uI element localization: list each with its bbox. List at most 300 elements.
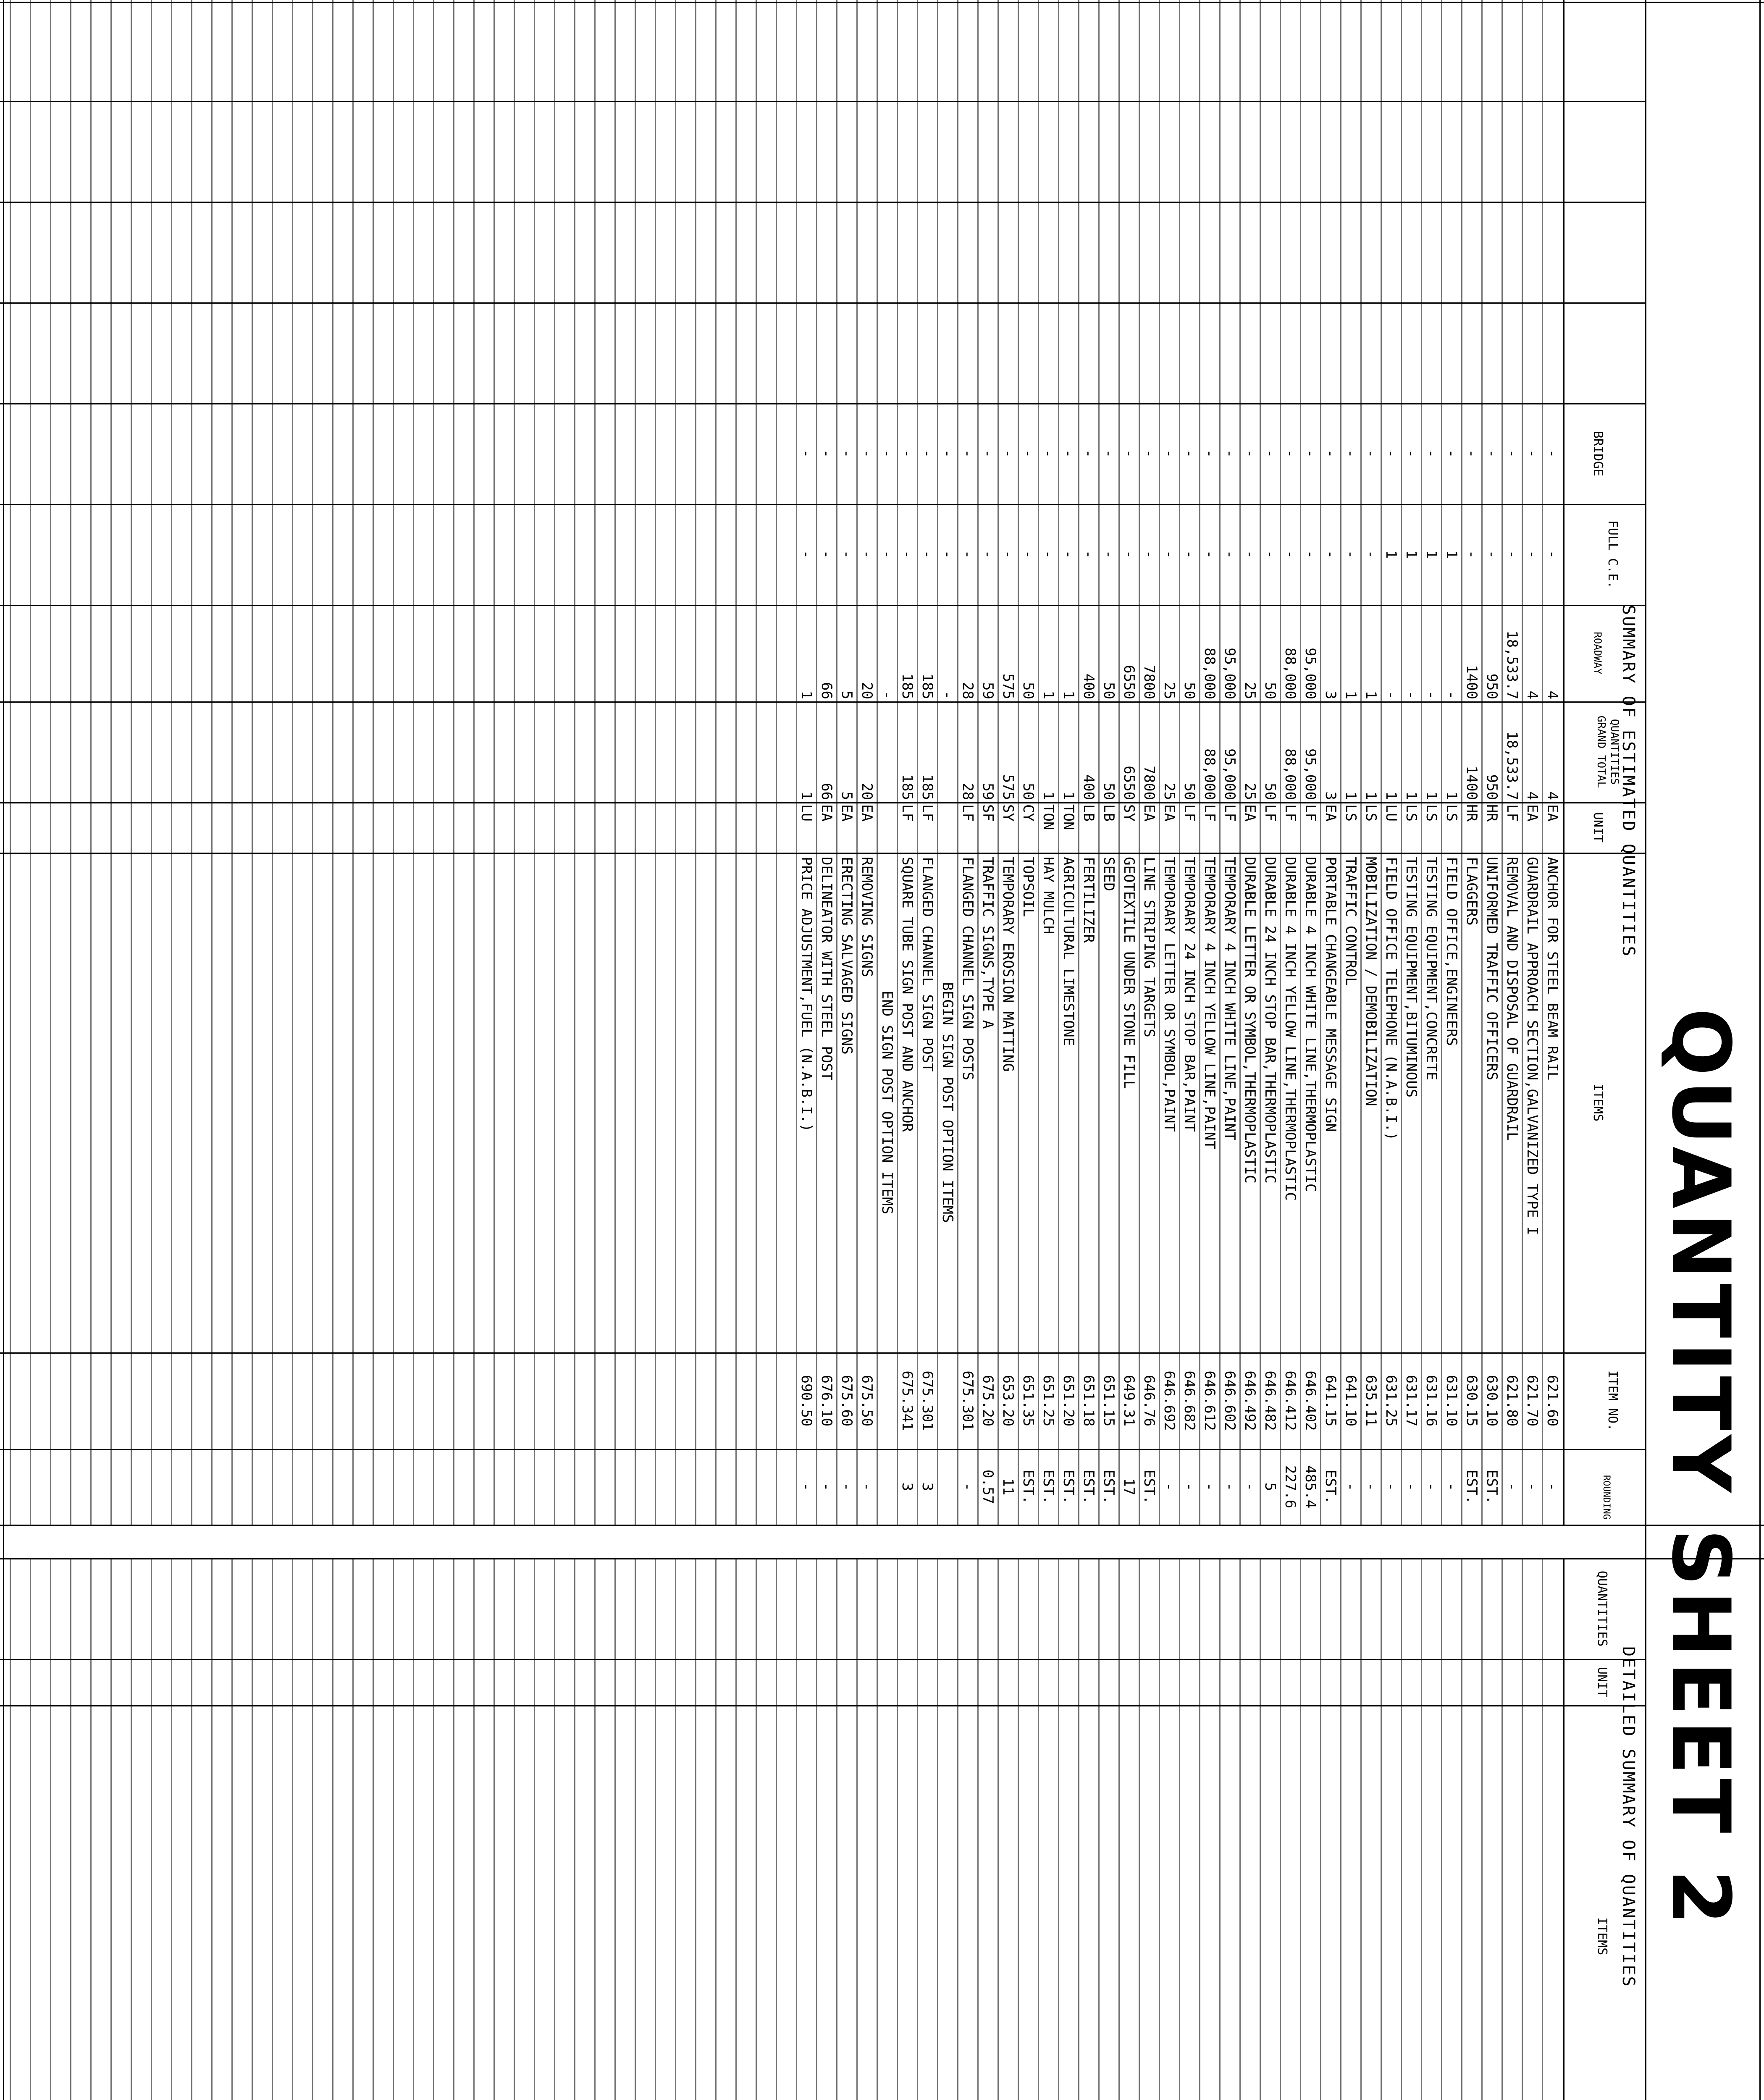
summary-cell-unit: LU	[1383, 804, 1399, 822]
summary-cell-unit: EA	[1242, 804, 1258, 822]
summary-cell-grand-total: 6550	[1121, 766, 1137, 800]
grid-line	[998, 1558, 999, 2100]
grid-line	[897, 1558, 898, 2100]
summary-cell-item-no: 621.60	[1544, 1375, 1561, 1427]
summary-cell-grand-total: 25	[1242, 783, 1258, 800]
summary-cell-full-ce: -	[1080, 550, 1097, 559]
grid-line	[312, 1558, 313, 2100]
summary-cell-roadway: -	[939, 690, 956, 699]
grid-line	[937, 1558, 938, 2100]
grid-line	[10, 1558, 11, 2100]
summary-cell-roadway: 25	[1161, 682, 1178, 699]
grid-line	[614, 0, 616, 1525]
summary-cell-item: GUARDRAIL APPROACH SECTION,GALVANIZED TYPE I	[1524, 857, 1541, 1235]
grid-line	[1360, 0, 1362, 1525]
grid-line	[856, 1558, 858, 2100]
summary-cell-item: TEMPORARY EROSION MATTING	[1000, 857, 1016, 1072]
summary-cell-item: DELINEATOR WITH STEEL POST	[818, 857, 835, 1081]
summary-cell-rounding: 11	[1000, 1478, 1016, 1496]
summary-cell-rounding: -	[1181, 1482, 1198, 1491]
summary-cell-roadway: 575	[1000, 673, 1016, 699]
summary-cell-bridge: -	[959, 449, 976, 458]
grid-line	[1645, 0, 1646, 2100]
summary-cell-roadway: 95,000	[1221, 648, 1238, 699]
grid-line	[1159, 1558, 1160, 2100]
grid-line	[1759, 0, 1761, 2100]
summary-cell-item-no: 631.25	[1383, 1375, 1399, 1427]
grid-line	[0, 403, 1646, 404]
summary-cell-bridge: -	[1342, 449, 1359, 458]
grid-line	[534, 1558, 535, 2100]
summary-cell-unit: LF	[899, 804, 916, 822]
summary-cell-rounding: 17	[1121, 1478, 1137, 1496]
grid-line	[1098, 0, 1100, 1525]
summary-cell-item: TEMPORARY 4 INCH WHITE LINE,PAINT	[1221, 857, 1238, 1141]
grid-line	[191, 0, 192, 1525]
grid-line	[655, 0, 656, 1525]
grid-line	[877, 1558, 878, 2100]
summary-cell-grand-total: 66	[818, 783, 835, 800]
summary-cell-rounding: -	[1504, 1482, 1520, 1491]
summary-cell-full-ce: 1	[1423, 550, 1440, 559]
summary-cell-roadway: 88,000	[1201, 648, 1218, 699]
grid-line	[312, 0, 313, 1525]
summary-cell-item-no: 651.15	[1100, 1375, 1117, 1427]
grid-line	[1542, 0, 1543, 1525]
summary-cell-grand-total: 1	[1362, 791, 1379, 800]
summary-cell-rounding: -	[1524, 1482, 1541, 1491]
grid-line	[594, 1558, 596, 2100]
summary-cell-unit: LF	[959, 804, 976, 822]
summary-cell-roadway: -	[1383, 690, 1399, 699]
summary-cell-unit: LF	[1262, 804, 1278, 822]
summary-cell-bridge: -	[1141, 449, 1158, 458]
summary-cell-roadway: 18,533.7	[1504, 630, 1520, 699]
grid-line	[373, 1558, 374, 2100]
summary-cell-full-ce: -	[1342, 550, 1359, 559]
summary-cell-full-ce: -	[919, 550, 936, 559]
grid-line	[1118, 1558, 1120, 2100]
summary-cell-full-ce: -	[959, 550, 976, 559]
header-full-ce: FULL C.E.	[1605, 520, 1620, 589]
summary-cell-bridge: -	[1544, 449, 1561, 458]
summary-cell-item: DURABLE 4 INCH WHITE LINE,THERMOPLASTIC	[1302, 857, 1319, 1192]
summary-cell-item: TOPSOIL	[1020, 857, 1037, 917]
grid-line	[90, 1558, 92, 2100]
grid-line	[0, 1705, 1646, 1706]
grid-line	[1441, 0, 1442, 1525]
summary-cell-unit: SF	[979, 804, 996, 822]
summary-cell-full-ce: -	[1544, 550, 1561, 559]
summary-cell-grand-total: 50	[1262, 783, 1278, 800]
detail1-header-unit: UNIT	[1595, 1667, 1609, 1698]
summary-cell-rounding: EST.	[1040, 1470, 1057, 1504]
grid-line	[352, 1558, 354, 2100]
summary-cell-bridge: -	[1302, 449, 1319, 458]
summary-cell-roadway: 5	[838, 690, 855, 699]
summary-cell-unit: LS	[1423, 804, 1440, 822]
summary-cell-grand-total: 400	[1080, 774, 1097, 800]
summary-cell-bridge: -	[919, 449, 936, 458]
grid-line	[1018, 1558, 1019, 2100]
summary-cell-roadway: 1	[1342, 690, 1359, 699]
summary-cell-item: SQUARE TUBE SIGN POST AND ANCHOR	[899, 857, 916, 1132]
grid-line	[1219, 1558, 1221, 2100]
header-rounding: ROUNDING	[1601, 1475, 1612, 1520]
summary-cell-rounding: 5	[1262, 1482, 1278, 1491]
grid-line	[796, 1558, 797, 2100]
grid-line	[917, 1558, 918, 2100]
grid-line	[977, 1558, 979, 2100]
grid-line	[1300, 0, 1301, 1525]
summary-cell-bridge: -	[1524, 449, 1541, 458]
summary-cell-roadway: 3	[1322, 690, 1339, 699]
grid-line	[1199, 0, 1200, 1525]
summary-cell-bridge: -	[1201, 449, 1218, 458]
summary-cell-rounding: -	[838, 1482, 855, 1491]
grid-line	[131, 0, 132, 1525]
grid-line	[473, 1558, 475, 2100]
grid-line	[1522, 1558, 1523, 2100]
summary-cell-roadway: 185	[899, 673, 916, 699]
grid-line	[1542, 1558, 1543, 2100]
summary-cell-item-no: 641.10	[1342, 1375, 1359, 1427]
summary-cell-rounding: -	[818, 1482, 835, 1491]
summary-cell-grand-total: 20	[858, 783, 875, 800]
summary-cell-grand-total: 4	[1544, 791, 1561, 800]
summary-cell-full-ce: -	[1242, 550, 1258, 559]
summary-cell-full-ce: -	[1221, 550, 1238, 559]
summary-cell-item-no: 646.492	[1242, 1370, 1258, 1431]
grid-line	[957, 0, 958, 1525]
summary-cell-item-no: 676.10	[818, 1375, 835, 1427]
grid-line	[1018, 0, 1019, 1525]
summary-cell-item: PORTABLE CHANGEABLE MESSAGE SIGN	[1322, 857, 1339, 1132]
summary-cell-grand-total: 50	[1100, 783, 1117, 800]
grid-line	[1421, 0, 1422, 1525]
grid-line	[1078, 1558, 1079, 2100]
summary-cell-item-no: 651.25	[1040, 1375, 1057, 1427]
grid-line	[1502, 0, 1503, 1525]
grid-line	[292, 0, 293, 1525]
header-unit: UNIT	[1591, 812, 1605, 843]
summary-cell-item: FERTILIZER	[1080, 857, 1097, 943]
summary-cell-item: FIELD OFFICE,ENGINEERS	[1443, 857, 1460, 1046]
summary-cell-bridge: -	[1443, 449, 1460, 458]
summary-cell-roadway: 50	[1020, 682, 1037, 699]
summary-cell-bridge: -	[1000, 449, 1016, 458]
summary-cell-grand-total: 5	[838, 791, 855, 800]
grid-line	[1139, 0, 1140, 1525]
grid-line	[1300, 1558, 1301, 2100]
grid-line	[1280, 0, 1281, 1525]
grid-line	[695, 1558, 696, 2100]
summary-table-title: SUMMARY OF ESTIMATED QUANTITIES	[1619, 605, 1638, 958]
grid-line	[715, 1558, 717, 2100]
grid-line	[231, 0, 233, 1525]
grid-line	[494, 1558, 495, 2100]
grid-line	[292, 1558, 293, 2100]
grid-line	[836, 0, 837, 1525]
grid-line	[0, 1558, 1764, 1559]
grid-line	[0, 2, 1764, 3]
summary-cell-full-ce: -	[1201, 550, 1218, 559]
summary-cell-rounding: EST.	[1463, 1470, 1480, 1504]
grid-line	[514, 1558, 515, 2100]
header-grand-total: QUANTITIES GRAND TOTAL	[1595, 715, 1621, 788]
summary-cell-grand-total: 50	[1020, 783, 1037, 800]
summary-cell-roadway: -	[1443, 690, 1460, 699]
grid-line	[50, 1558, 51, 2100]
grid-line	[332, 0, 333, 1525]
grid-line	[897, 0, 898, 1525]
summary-cell-full-ce: 1	[1443, 550, 1460, 559]
summary-cell-bridge: -	[1161, 449, 1178, 458]
grid-line	[1239, 0, 1241, 1525]
grid-line	[594, 0, 596, 1525]
grid-line	[231, 1558, 233, 2100]
grid-line	[675, 0, 676, 1525]
summary-cell-item: REMOVAL AND DISPOSAL OF GUARDRAIL	[1504, 857, 1520, 1141]
grid-line	[433, 1558, 434, 2100]
summary-cell-item-no: 621.80	[1504, 1375, 1520, 1427]
summary-cell-full-ce: 1	[1403, 550, 1420, 559]
summary-cell-item-no: 646.482	[1262, 1370, 1278, 1431]
summary-cell-item: FLANGED CHANNEL SIGN POST	[919, 857, 936, 1072]
summary-cell-full-ce: -	[838, 550, 855, 559]
summary-cell-item: MOBILIZATION / DEMOBILIZATION	[1362, 857, 1379, 1106]
grid-line	[1563, 1558, 1564, 2100]
summary-cell-bridge: -	[858, 449, 875, 458]
summary-cell-rounding: 485.4	[1302, 1465, 1319, 1509]
summary-cell-roadway: 1	[1362, 690, 1379, 699]
summary-cell-grand-total: 25	[1161, 783, 1178, 800]
grid-line	[252, 0, 253, 1525]
grid-line	[352, 0, 354, 1525]
summary-cell-rounding: -	[1221, 1482, 1238, 1491]
grid-line	[0, 605, 1646, 606]
summary-cell-item: SEED	[1100, 857, 1117, 891]
summary-cell-grand-total: 1	[1060, 791, 1077, 800]
summary-cell-unit: EA	[858, 804, 875, 822]
summary-cell-item: REMOVING SIGNS	[858, 857, 875, 977]
summary-cell-unit: SY	[1121, 804, 1137, 822]
summary-cell-bridge: -	[1262, 449, 1278, 458]
grid-line	[1058, 0, 1059, 1525]
grid-line	[453, 1558, 454, 2100]
summary-cell-bridge: -	[979, 449, 996, 458]
summary-cell-rounding: -	[1423, 1482, 1440, 1491]
summary-cell-bridge: -	[939, 449, 956, 458]
summary-cell-rounding: -	[1544, 1482, 1561, 1491]
summary-cell-roadway: 66	[818, 682, 835, 699]
grid-line	[1522, 0, 1523, 1525]
grid-line	[796, 0, 797, 1525]
summary-cell-rounding: EST.	[1060, 1470, 1077, 1504]
grid-line	[0, 504, 1646, 505]
summary-cell-unit: LS	[1443, 804, 1460, 822]
grid-line	[70, 0, 71, 1525]
grid-line	[816, 0, 817, 1525]
grid-line	[413, 1558, 414, 2100]
summary-cell-rounding: EST.	[1483, 1470, 1500, 1504]
grid-line	[534, 0, 535, 1525]
summary-cell-full-ce: -	[1000, 550, 1016, 559]
grid-line	[695, 0, 696, 1525]
grid-line	[715, 0, 717, 1525]
grid-line	[131, 1558, 132, 2100]
summary-cell-bridge: -	[1362, 449, 1379, 458]
grid-line	[1360, 1558, 1362, 2100]
summary-cell-item: TESTING EQUIPMENT,BITUMINOUS	[1403, 857, 1420, 1098]
grid-line	[30, 1558, 31, 2100]
summary-cell-unit: EA	[1524, 804, 1541, 822]
grid-line	[1481, 1558, 1483, 2100]
summary-cell-rounding: -	[858, 1482, 875, 1491]
summary-cell-roadway: 50	[1262, 682, 1278, 699]
summary-cell-roadway: 1	[1040, 690, 1057, 699]
summary-cell-rounding: EST.	[1100, 1470, 1117, 1504]
summary-cell-roadway: 6550	[1121, 665, 1137, 699]
summary-cell-item-no: 649.31	[1121, 1375, 1137, 1427]
summary-cell-rounding: EST.	[1141, 1470, 1158, 1504]
grid-line	[1038, 1558, 1039, 2100]
summary-cell-item-no: 675.60	[838, 1375, 855, 1427]
summary-cell-roadway: 950	[1483, 673, 1500, 699]
summary-cell-item-no: 631.16	[1423, 1375, 1440, 1427]
summary-cell-full-ce: -	[879, 550, 895, 559]
grid-line	[756, 0, 757, 1525]
grid-line	[1239, 1558, 1241, 2100]
header-roadway: ROADWAY	[1592, 632, 1604, 675]
grid-line	[776, 1558, 777, 2100]
summary-cell-bridge: -	[1282, 449, 1299, 458]
summary-cell-full-ce: -	[798, 550, 815, 559]
grid-line	[151, 0, 152, 1525]
summary-cell-full-ce: -	[1141, 550, 1158, 559]
grid-line	[0, 101, 1646, 102]
summary-cell-grand-total: 50	[1181, 783, 1198, 800]
summary-cell-unit: EA	[838, 804, 855, 822]
grid-line	[1118, 0, 1120, 1525]
summary-cell-bridge: -	[1423, 449, 1440, 458]
summary-cell-grand-total: 95,000	[1221, 748, 1238, 800]
grid-line	[1401, 0, 1402, 1525]
summary-cell-item-no: 651.20	[1060, 1375, 1077, 1427]
summary-cell-roadway: -	[1403, 690, 1420, 699]
grid-line	[30, 0, 31, 1525]
summary-cell-bridge: -	[1020, 449, 1037, 458]
summary-cell-roadway: -	[1423, 690, 1440, 699]
summary-cell-item: AGRICULTURAL LIMESTONE	[1060, 857, 1077, 1046]
summary-cell-roadway: 1	[798, 690, 815, 699]
summary-cell-bridge: -	[899, 449, 916, 458]
summary-cell-full-ce: -	[1282, 550, 1299, 559]
summary-cell-rounding: 227.6	[1282, 1465, 1299, 1509]
grid-line	[272, 0, 273, 1525]
grid-line	[0, 853, 1646, 854]
grid-line	[0, 302, 1646, 304]
grid-line	[0, 1525, 1764, 1526]
grid-line	[0, 1659, 1646, 1660]
grid-line	[1481, 0, 1483, 1525]
summary-cell-unit: LF	[1201, 804, 1218, 822]
grid-line	[554, 0, 555, 1525]
summary-cell-bridge: -	[1383, 449, 1399, 458]
summary-cell-grand-total: 185	[899, 774, 916, 800]
grid-line	[1078, 0, 1079, 1525]
summary-cell-grand-total: 4	[1524, 791, 1541, 800]
grid-line	[776, 0, 777, 1525]
grid-line	[574, 0, 575, 1525]
grid-line	[1219, 0, 1221, 1525]
summary-cell-grand-total: 3	[1322, 791, 1339, 800]
summary-cell-roadway: 4	[1524, 690, 1541, 699]
summary-cell-full-ce: -	[1161, 550, 1178, 559]
summary-cell-grand-total: 1	[798, 791, 815, 800]
grid-line	[1340, 1558, 1341, 2100]
summary-cell-roadway: 4	[1544, 690, 1561, 699]
summary-cell-roadway: 25	[1242, 682, 1258, 699]
summary-cell-roadway: 95,000	[1302, 648, 1319, 699]
summary-cell-full-ce: -	[1302, 550, 1319, 559]
summary-cell-grand-total: 18,533.7	[1504, 731, 1520, 800]
summary-cell-full-ce: -	[1181, 550, 1198, 559]
summary-cell-item-no: 646.76	[1141, 1375, 1158, 1427]
summary-cell-item: TESTING EQUIPMENT,CONCRETE	[1423, 857, 1440, 1081]
summary-cell-item-no: 651.35	[1020, 1375, 1037, 1427]
summary-cell-item-no: 690.50	[798, 1375, 815, 1427]
summary-cell-unit: LF	[919, 804, 936, 822]
grid-line	[675, 1558, 676, 2100]
summary-cell-full-ce: -	[1100, 550, 1117, 559]
summary-cell-full-ce: -	[1040, 550, 1057, 559]
grid-line	[756, 1558, 757, 2100]
grid-line	[50, 0, 51, 1525]
summary-cell-item: FLANGED CHANNEL SIGN POSTS	[959, 857, 976, 1081]
grid-line	[635, 1558, 636, 2100]
summary-cell-grand-total: 575	[1000, 774, 1016, 800]
grid-line	[110, 1558, 112, 2100]
summary-cell-item-no: 641.15	[1322, 1375, 1339, 1427]
sheet-title: QUANTITY SHEET 2	[1654, 1008, 1747, 1929]
summary-cell-unit: LB	[1100, 804, 1117, 822]
grid-line	[1502, 1558, 1503, 2100]
summary-cell-bridge: -	[798, 449, 815, 458]
summary-cell-item: TEMPORARY 24 INCH STOP BAR,PAINT	[1181, 857, 1198, 1132]
header-items: ITEMS	[1591, 1083, 1605, 1122]
summary-cell-full-ce: -	[1504, 550, 1520, 559]
grid-line	[1179, 0, 1180, 1525]
summary-cell-bridge: -	[1504, 449, 1520, 458]
summary-cell-item: FIELD OFFICE TELEPHONE (N.A.B.I.)	[1383, 857, 1399, 1141]
summary-cell-roadway: 7800	[1141, 665, 1158, 699]
summary-cell-roadway: 59	[979, 682, 996, 699]
summary-cell-grand-total: 950	[1483, 774, 1500, 800]
summary-cell-bridge: -	[818, 449, 835, 458]
summary-cell-grand-total: 7800	[1141, 766, 1158, 800]
grid-line	[655, 1558, 656, 2100]
summary-cell-unit: HR	[1483, 804, 1500, 822]
grid-line	[554, 1558, 555, 2100]
summary-cell-full-ce: -	[1020, 550, 1037, 559]
summary-cell-unit: LF	[1282, 804, 1299, 822]
summary-cell-rounding: 3	[899, 1482, 916, 1491]
grid-line	[877, 0, 878, 1525]
summary-cell-item-no: 646.602	[1221, 1370, 1238, 1431]
summary-cell-grand-total: 95,000	[1302, 748, 1319, 800]
summary-cell-item: PRICE ADJUSTMENT,FUEL (N.A.B.I.)	[798, 857, 815, 1132]
